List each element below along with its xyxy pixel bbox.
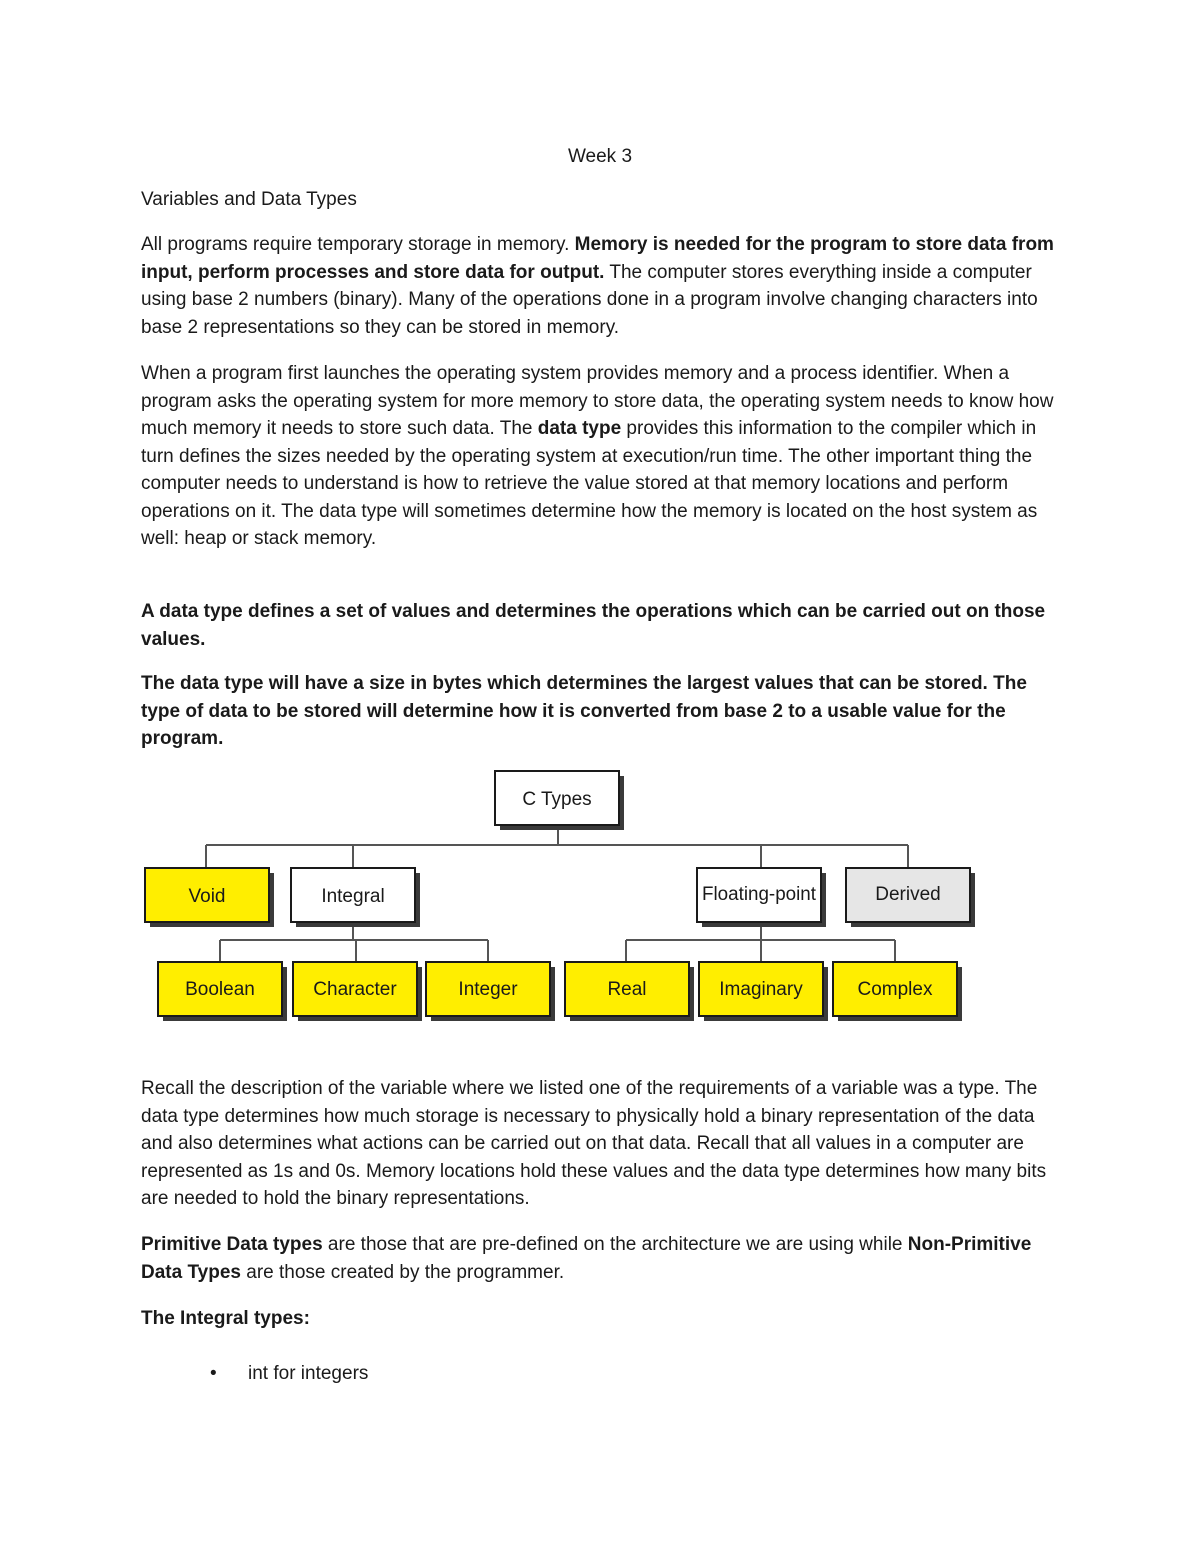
diagram-label-boolean: Boolean [185,979,255,1000]
paragraph-data-type-definition: A data type defines a set of values and determines the operations which can be carried out on those values. [141,601,1046,650]
paragraph-text: provides this information to the compiler which in turn defines the sizes needed by the operating system at execution/run time. The other important thing the computer needs to understand is how to retrieve the value stored at that memory locations and perform operations on it. The data type will sometimes determine how the memory is located on the host system as well: heap or stack memory. [141,418,1038,549]
paragraph-text: are those created by the programmer. [240,1261,565,1283]
diagram-node-integer [426,962,555,1021]
paragraph-text: When a program first launches the operating system provides memory and a process identifier. When a program asks the operating system for more memory to store data, the operating system needs to know how much memory it needs to store such data. The [141,363,1054,439]
diagram-node-root [495,771,624,830]
paragraph-bold-text: Primitive Data types [141,1234,323,1255]
diagram-label-integer: Integer [458,979,518,1000]
diagram-node-void [145,868,274,927]
list-item-text: int for integers [248,1363,369,1384]
diagram-node-imaginary [699,962,828,1021]
document-subtitle: Variables and Data Types [141,189,357,210]
c-types-diagram [140,765,980,1030]
paragraph-text: The computer stores everything inside a computer using base 2 numbers (binary). Many of the operations done in a program involve changing characters into base 2 representations so they can be stored in memory. [141,261,1038,338]
diagram-label-imaginary: Imaginary [719,979,803,1000]
diagram-node-boolean [158,962,287,1021]
diagram-label-character: Character [313,979,397,1000]
diagram-label-derived: Derived [875,884,941,905]
diagram-node-real [565,962,694,1021]
paragraph-memory [141,231,1071,341]
diagram-node-derived [846,868,975,927]
diagram-node-floating-point [697,868,826,927]
paragraph-bold-text: Non-Primitive Data Types [141,1234,1032,1283]
diagram-node-complex [833,962,962,1021]
list-item [210,1360,368,1387]
paragraph-text: All programs require temporary storage in memory. [141,234,575,255]
bullet-icon: • [210,1363,217,1384]
diagram-node-integral [291,868,420,927]
document-title: Week 3 [567,146,633,167]
diagram-label-void: Void [188,886,226,907]
diagram-node-character [293,962,422,1021]
diagram-label-integral: Integral [321,886,385,907]
diagram-label-complex: Complex [857,979,933,1000]
diagram-label-root: C Types [522,789,592,810]
paragraph-recall-variable: Recall the description of the variable where we listed one of the requirements of a variable was a type. The data type determines how much storage is necessary to physically hold a binary representation of the data and also determines what actions can be carried out on that data. Recall that all values in a computer are represented as 1s and 0s. Memory locations hold these values and the data type determines how many bits are needed to hold the binary representations. [141,1078,1047,1209]
paragraph-bold-text: data type [537,418,622,439]
paragraph-bold-text: Memory is needed for the program to store data from input, perform processes and store data for output. [141,234,1054,283]
paragraph-data-type-size: The data type will have a size in bytes which determines the largest values that can be stored. The type of data to be stored will determine how it is converted from base 2 to a usable value for the program. [141,673,1027,749]
paragraph-program-launch [141,360,1071,553]
diagram-label-floating-point: Floating-point [702,884,817,905]
diagram-label-real: Real [607,979,647,1000]
section-heading-integral-types: The Integral types: [141,1308,310,1329]
paragraph-text: are those that are pre-defined on the architecture we are using while [322,1234,908,1255]
paragraph-primitive-types [141,1231,1071,1286]
